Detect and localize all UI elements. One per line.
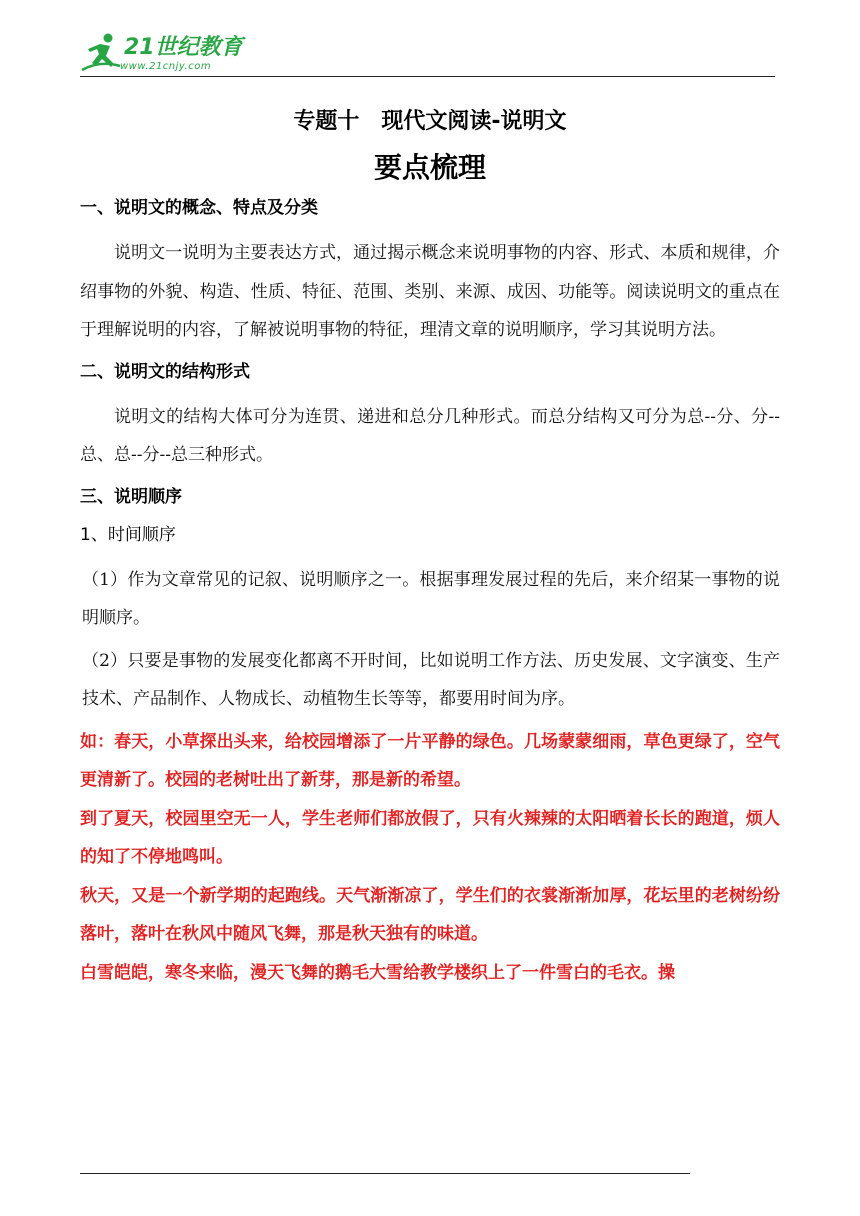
list-item: （2）只要是事物的发展变化都离不开时间，比如说明工作方法、历史发展、文字演变、生产技术、产品制作、人物成长、动植物生长等等，都要用时间为序。 [82,650,780,709]
logo [80,30,250,78]
logo-text: 21世纪教育 [124,35,243,60]
page-title: 专题十 现代文阅读-说明文 [293,109,567,134]
section-heading: 二、说明文的结构形式 [80,361,250,382]
runner-logo-icon [80,30,124,74]
paragraph: 说明文一说明为主要表达方式，通过揭示概念来说明事物的内容、形式、本质和规律，介绍事物的外貌、构造、性质、特征、范围、类别、来源、成因、功能等。阅读说明文的重点在于理解说明的内容，了解被说明事物的特征，理清文章的说明顺序，学习其说明方法。 [80,243,780,340]
page-header [0,0,860,80]
example-paragraph: 白雪皑皑，寒冬来临，漫天飞舞的鹅毛大雪给教学楼织上了一件雪白的毛衣。操 [80,962,675,983]
document-body [80,196,780,992]
logo-url-text: www.21cnjy.com [120,61,212,72]
example-paragraph: 秋天，又是一个新学期的起跑线。天气渐渐凉了，学生们的衣裳渐渐加厚，花坛里的老树纷纷落叶，落叶在秋风中随风飞舞，那是秋天独有的味道。 [80,885,780,944]
example-paragraph: 如：春天，小草探出头来，给校园增添了一片平静的绿色。几场蒙蒙细雨，草色更绿了，空气更清新了。校园的老树吐出了新芽，那是新的希望。 [80,731,780,790]
example-paragraph: 到了夏天，校园里空无一人，学生老师们都放假了，只有火辣辣的太阳晒着长长的跑道，烦人的知了不停地鸣叫。 [80,808,780,867]
page-subtitle: 要点梳理 [373,151,486,184]
list-item: （1）作为文章常见的记叙、说明顺序之一。根据事理发展过程的先后，来介绍某一事物的说明顺序。 [82,569,780,628]
subsection-heading: 1、时间顺序 [80,524,176,545]
section-heading: 一、说明文的概念、特点及分类 [80,198,318,218]
section-heading: 三、说明顺序 [80,486,182,507]
header-divider [80,76,775,77]
footer-divider [80,1173,690,1174]
paragraph: 说明文的结构大体可分为连贯、递进和总分几种形式。而总分结构又可分为总--分、分--总、总--分--总三种形式。 [80,406,780,465]
